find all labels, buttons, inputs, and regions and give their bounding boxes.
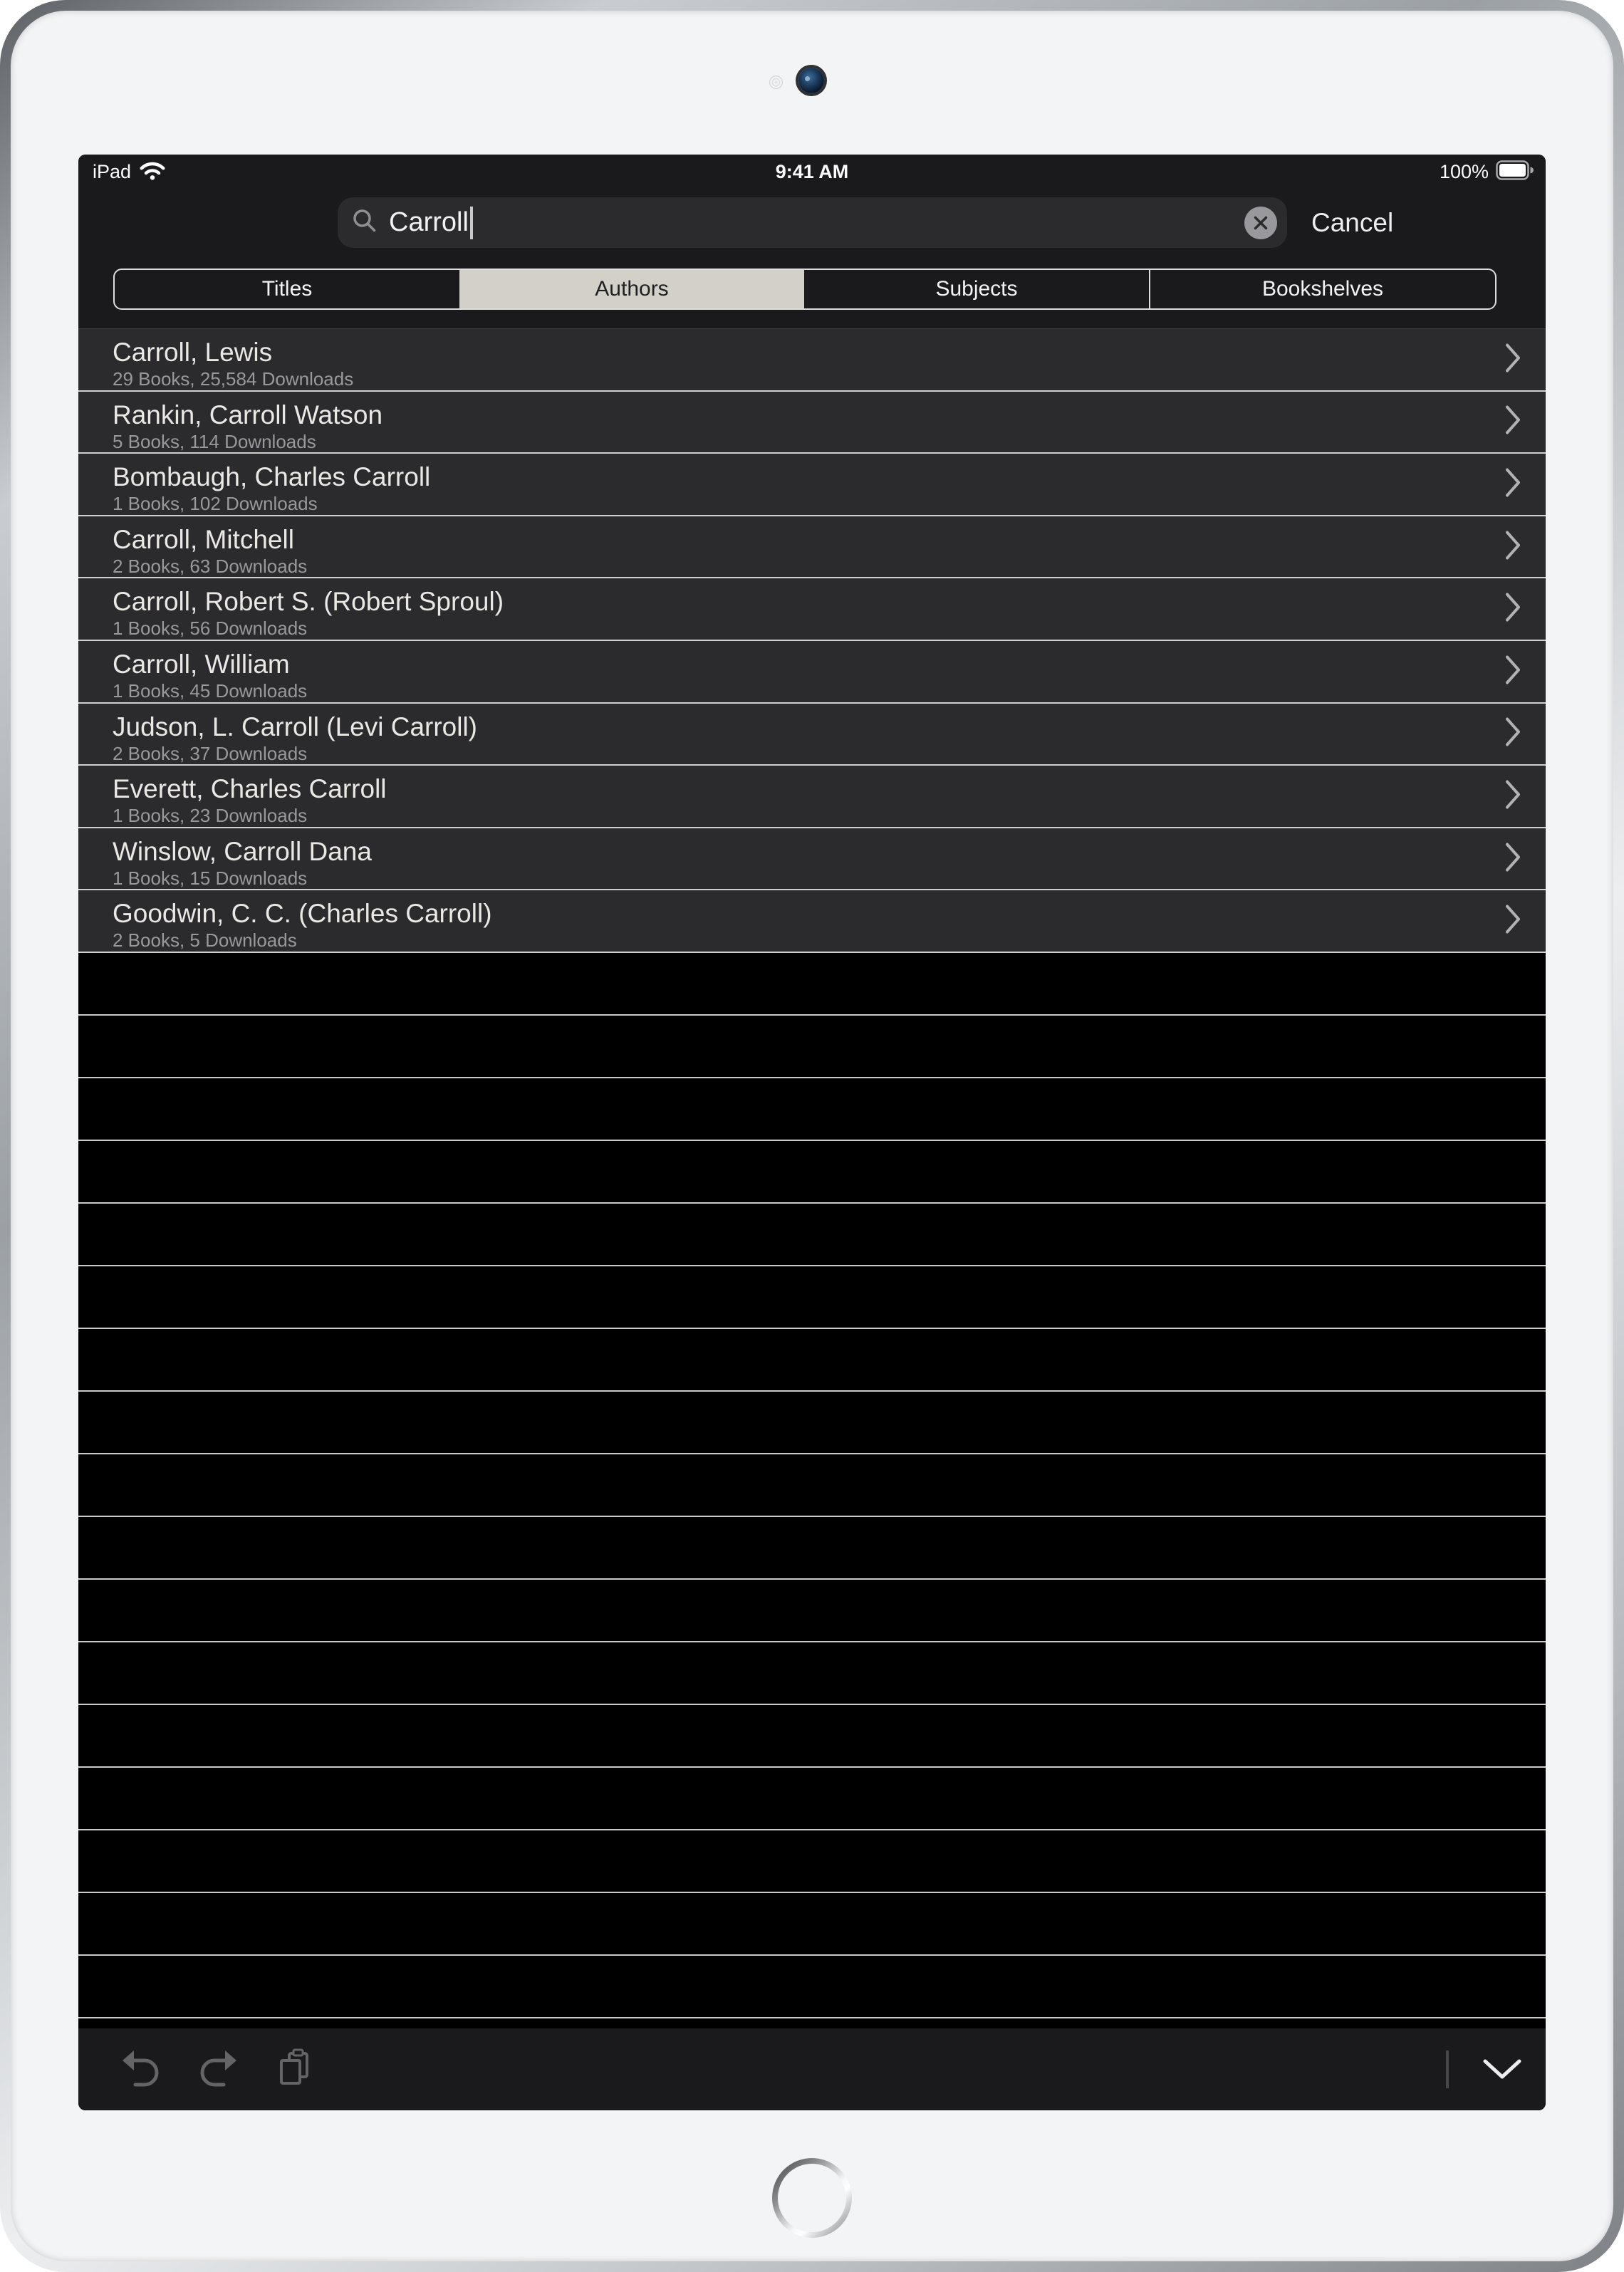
empty-list-row (78, 1141, 1546, 1204)
author-result-row[interactable] (78, 641, 1546, 704)
author-stats: 1 Books, 15 Downloads (113, 867, 308, 889)
author-name: Carroll, William (113, 649, 290, 679)
empty-list-row (78, 1517, 1546, 1580)
author-name: Carroll, Lewis (113, 338, 273, 367)
paste-icon[interactable] (275, 2048, 315, 2091)
clear-search-button[interactable] (1244, 207, 1277, 239)
toolbar-divider (1446, 2050, 1449, 2088)
chevron-right-icon (1504, 592, 1521, 627)
dismiss-keyboard-icon[interactable] (1482, 2058, 1523, 2085)
author-result-row[interactable] (78, 890, 1546, 953)
ambient-light-sensor (769, 75, 783, 89)
search-icon (352, 208, 378, 237)
author-name: Judson, L. Carroll (Levi Carroll) (113, 712, 478, 741)
segmented-control (113, 269, 1497, 310)
chevron-right-icon (1504, 467, 1521, 501)
author-result-row[interactable] (78, 766, 1546, 828)
undo-icon[interactable] (121, 2048, 161, 2091)
author-result-row[interactable] (78, 329, 1546, 392)
empty-list-row (78, 1642, 1546, 1705)
tab-titles[interactable] (115, 270, 459, 308)
tab-label: Authors (595, 277, 669, 301)
app-screen (78, 155, 1546, 2110)
empty-list-row (78, 1580, 1546, 1642)
carrier-label: iPad (93, 160, 132, 182)
author-stats: 2 Books, 37 Downloads (113, 742, 308, 764)
author-result-row[interactable] (78, 516, 1546, 579)
empty-list-row (78, 1454, 1546, 1517)
author-stats: 2 Books, 5 Downloads (113, 929, 297, 952)
home-button[interactable] (772, 2158, 852, 2238)
author-stats: 5 Books, 114 Downloads (113, 430, 316, 452)
chevron-right-icon (1504, 654, 1521, 689)
tab-label: Bookshelves (1261, 277, 1384, 301)
chevron-right-icon (1504, 716, 1521, 751)
empty-list-row (78, 1768, 1546, 1830)
battery-icon (1496, 160, 1534, 184)
empty-list-row (78, 1329, 1546, 1392)
empty-list-row (78, 1830, 1546, 1893)
author-name: Carroll, Robert S. (Robert Sproul) (113, 587, 504, 617)
author-stats: 1 Books, 45 Downloads (113, 679, 308, 702)
redo-icon[interactable] (198, 2048, 238, 2091)
empty-list-row (78, 1392, 1546, 1454)
author-stats: 2 Books, 63 Downloads (113, 555, 308, 577)
author-result-row[interactable] (78, 578, 1546, 641)
author-results-list (78, 328, 1546, 953)
author-result-row[interactable] (78, 454, 1546, 516)
author-stats: 29 Books, 25,584 Downloads (113, 368, 354, 390)
search-input[interactable] (338, 197, 1287, 248)
author-result-row[interactable] (78, 828, 1546, 891)
tab-subjects[interactable] (804, 270, 1149, 308)
chevron-right-icon (1504, 904, 1521, 939)
author-name: Bombaugh, Charles Carroll (113, 462, 431, 492)
empty-list-row (78, 1893, 1546, 1956)
chevron-right-icon (1504, 778, 1521, 813)
search-query-text: Carroll (389, 207, 469, 237)
search-header (78, 155, 1546, 328)
text-caret (470, 207, 473, 239)
author-name: Everett, Charles Carroll (113, 774, 387, 804)
author-stats: 1 Books, 102 Downloads (113, 493, 318, 515)
author-stats: 1 Books, 23 Downloads (113, 805, 308, 827)
tab-bookshelves[interactable] (1149, 270, 1495, 308)
empty-list-row (78, 1016, 1546, 1078)
author-name: Rankin, Carroll Watson (113, 400, 383, 429)
author-stats: 1 Books, 56 Downloads (113, 617, 308, 640)
clock: 9:41 AM (775, 160, 849, 182)
cancel-button[interactable]: Cancel (1311, 207, 1394, 237)
empty-list-row (78, 953, 1546, 1016)
empty-list-row (78, 1266, 1546, 1329)
chevron-right-icon (1504, 841, 1521, 876)
empty-list-row (78, 1078, 1546, 1141)
author-result-row[interactable] (78, 704, 1546, 766)
battery-percent-label: 100% (1439, 160, 1489, 182)
empty-list-row (78, 1956, 1546, 2018)
author-name: Carroll, Mitchell (113, 524, 294, 554)
empty-list-area (78, 953, 1546, 2018)
author-name: Winslow, Carroll Dana (113, 836, 372, 866)
keyboard-shortcut-bar (78, 2028, 1546, 2110)
tab-label: Subjects (935, 277, 1018, 301)
empty-list-row (78, 1204, 1546, 1266)
author-name: Goodwin, C. C. (Charles Carroll) (113, 899, 492, 929)
chevron-right-icon (1504, 405, 1521, 439)
author-result-row[interactable] (78, 392, 1546, 454)
tab-label: Titles (261, 277, 313, 301)
tab-authors[interactable] (459, 270, 804, 308)
chevron-right-icon (1504, 529, 1521, 564)
front-camera (798, 68, 824, 93)
empty-list-row (78, 1705, 1546, 1768)
status-bar (78, 155, 1546, 189)
chevron-right-icon (1504, 342, 1521, 377)
